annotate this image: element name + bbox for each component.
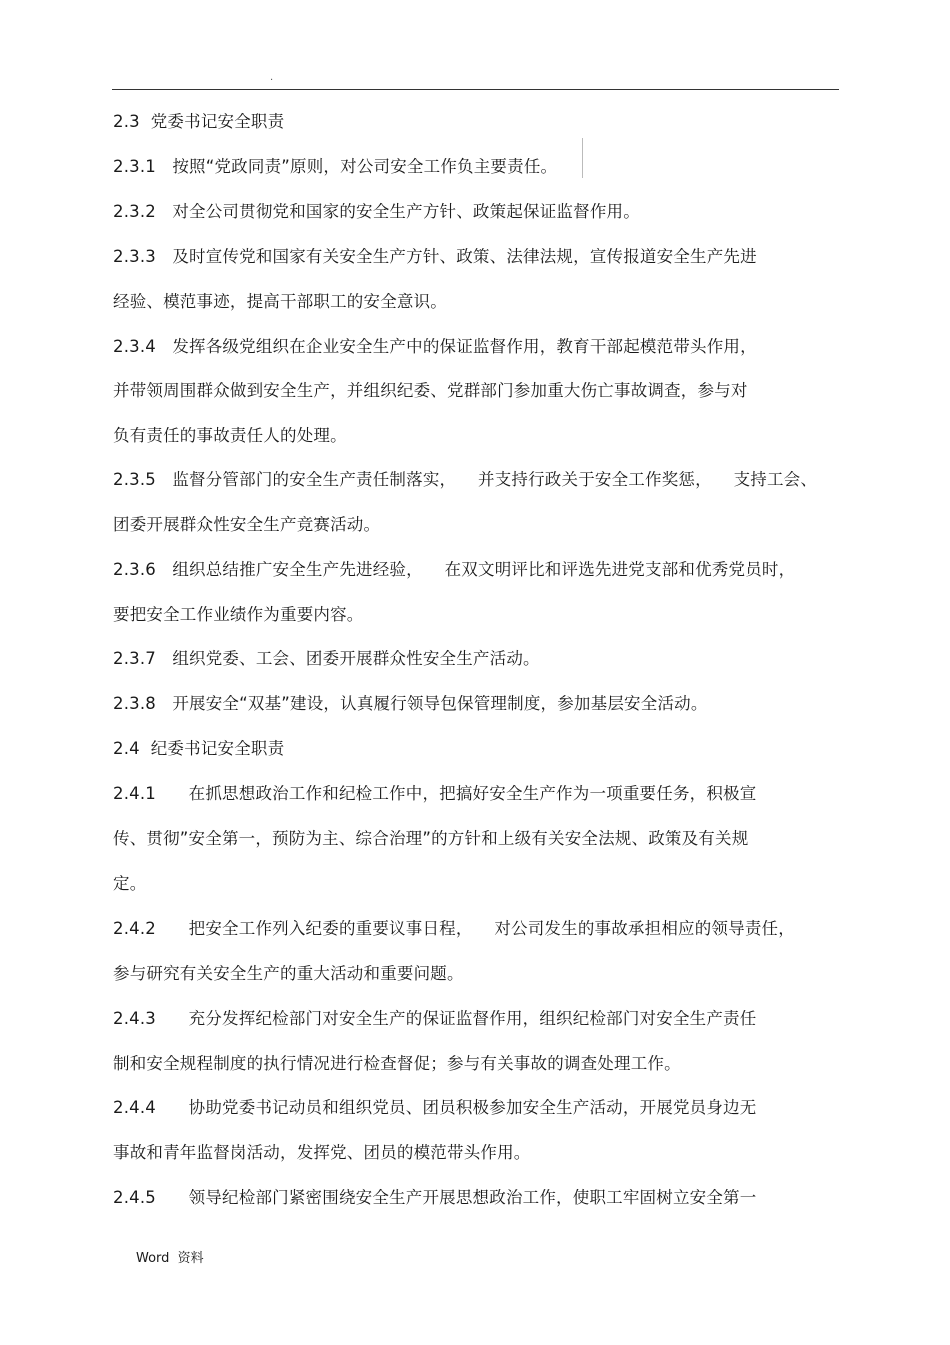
header-rule [112,89,839,90]
clause-line: 2.3.6 组织总结推广安全生产先进经验， 在双文明评比和评选先进党支部和优秀党员时， [113,560,796,579]
clause-line: 2.3.7 组织党委、工会、团委开展群众性安全生产活动。 [113,649,540,668]
clause-line: 传、贯彻”安全第一，预防为主、综合治理”的方针和上级有关安全法规、政策及有关规 [113,829,749,848]
clause-line: 2.3.1 按照“党政同责”原则，对公司安全工作负主要责任。 [113,157,558,176]
section-heading: 2.4 纪委书记安全职责 [113,739,285,758]
clause-line: 定。 [113,874,147,893]
clause-line: 2.3.4 发挥各级党组织在企业安全生产中的保证监督作用，教育干部起模范带头作用， [113,337,757,356]
clause-line: 2.3.8 开展安全“双基”建设，认真履行领导包保管理制度，参加基层安全活动。 [113,694,708,713]
clause-line: 2.4.2 把安全工作列入纪委的重要议事日程， 对公司发生的事故承担相应的领导责任， [113,919,795,938]
header-mark: . [270,72,274,83]
clause-line: 2.3.5 监督分管部门的安全生产责任制落实， 并支持行政关于安全工作奖惩， 支持工会、 [113,470,818,489]
clause-line: 负有责任的事故责任人的处理。 [113,426,347,445]
clause-line: 参与研究有关安全生产的重大活动和重要问题。 [113,964,464,983]
clause-line: 事故和青年监督岗活动，发挥党、团员的模范带头作用。 [113,1143,531,1162]
clause-line: 并带领周围群众做到安全生产，并组织纪委、党群部门参加重大伤亡事故调查，参与对 [113,381,748,400]
clause-line: 经验、模范事迹，提高干部职工的安全意识。 [113,292,447,311]
text-cursor [582,138,583,178]
clause-line: 制和安全规程制度的执行情况进行检查督促；参与有关事故的调查处理工作。 [113,1054,681,1073]
clause-line: 2.4.5 领导纪检部门紧密围绕安全生产开展思想政治工作，使职工牢固树立安全第一 [113,1188,757,1207]
clause-line: 2.3.3 及时宣传党和国家有关安全生产方针、政策、法律法规，宣传报道安全生产先进 [113,247,757,266]
clause-line: 2.4.1 在抓思想政治工作和纪检工作中，把搞好安全生产作为一项重要任务，积极宣 [113,784,757,803]
page-footer: Word 资料 [136,1251,204,1266]
clause-line: 2.4.4 协助党委书记动员和组织党员、团员积极参加安全生产活动，开展党员身边无 [113,1098,757,1117]
clause-line: 要把安全工作业绩作为重要内容。 [113,605,364,624]
clause-line: 2.4.3 充分发挥纪检部门对安全生产的保证监督作用，组织纪检部门对安全生产责任 [113,1009,757,1028]
section-heading: 2.3 党委书记安全职责 [113,112,285,131]
clause-line: 团委开展群众性安全生产竞赛活动。 [113,515,381,534]
clause-line: 2.3.2 对全公司贯彻党和国家的安全生产方针、政策起保证监督作用。 [113,202,640,221]
